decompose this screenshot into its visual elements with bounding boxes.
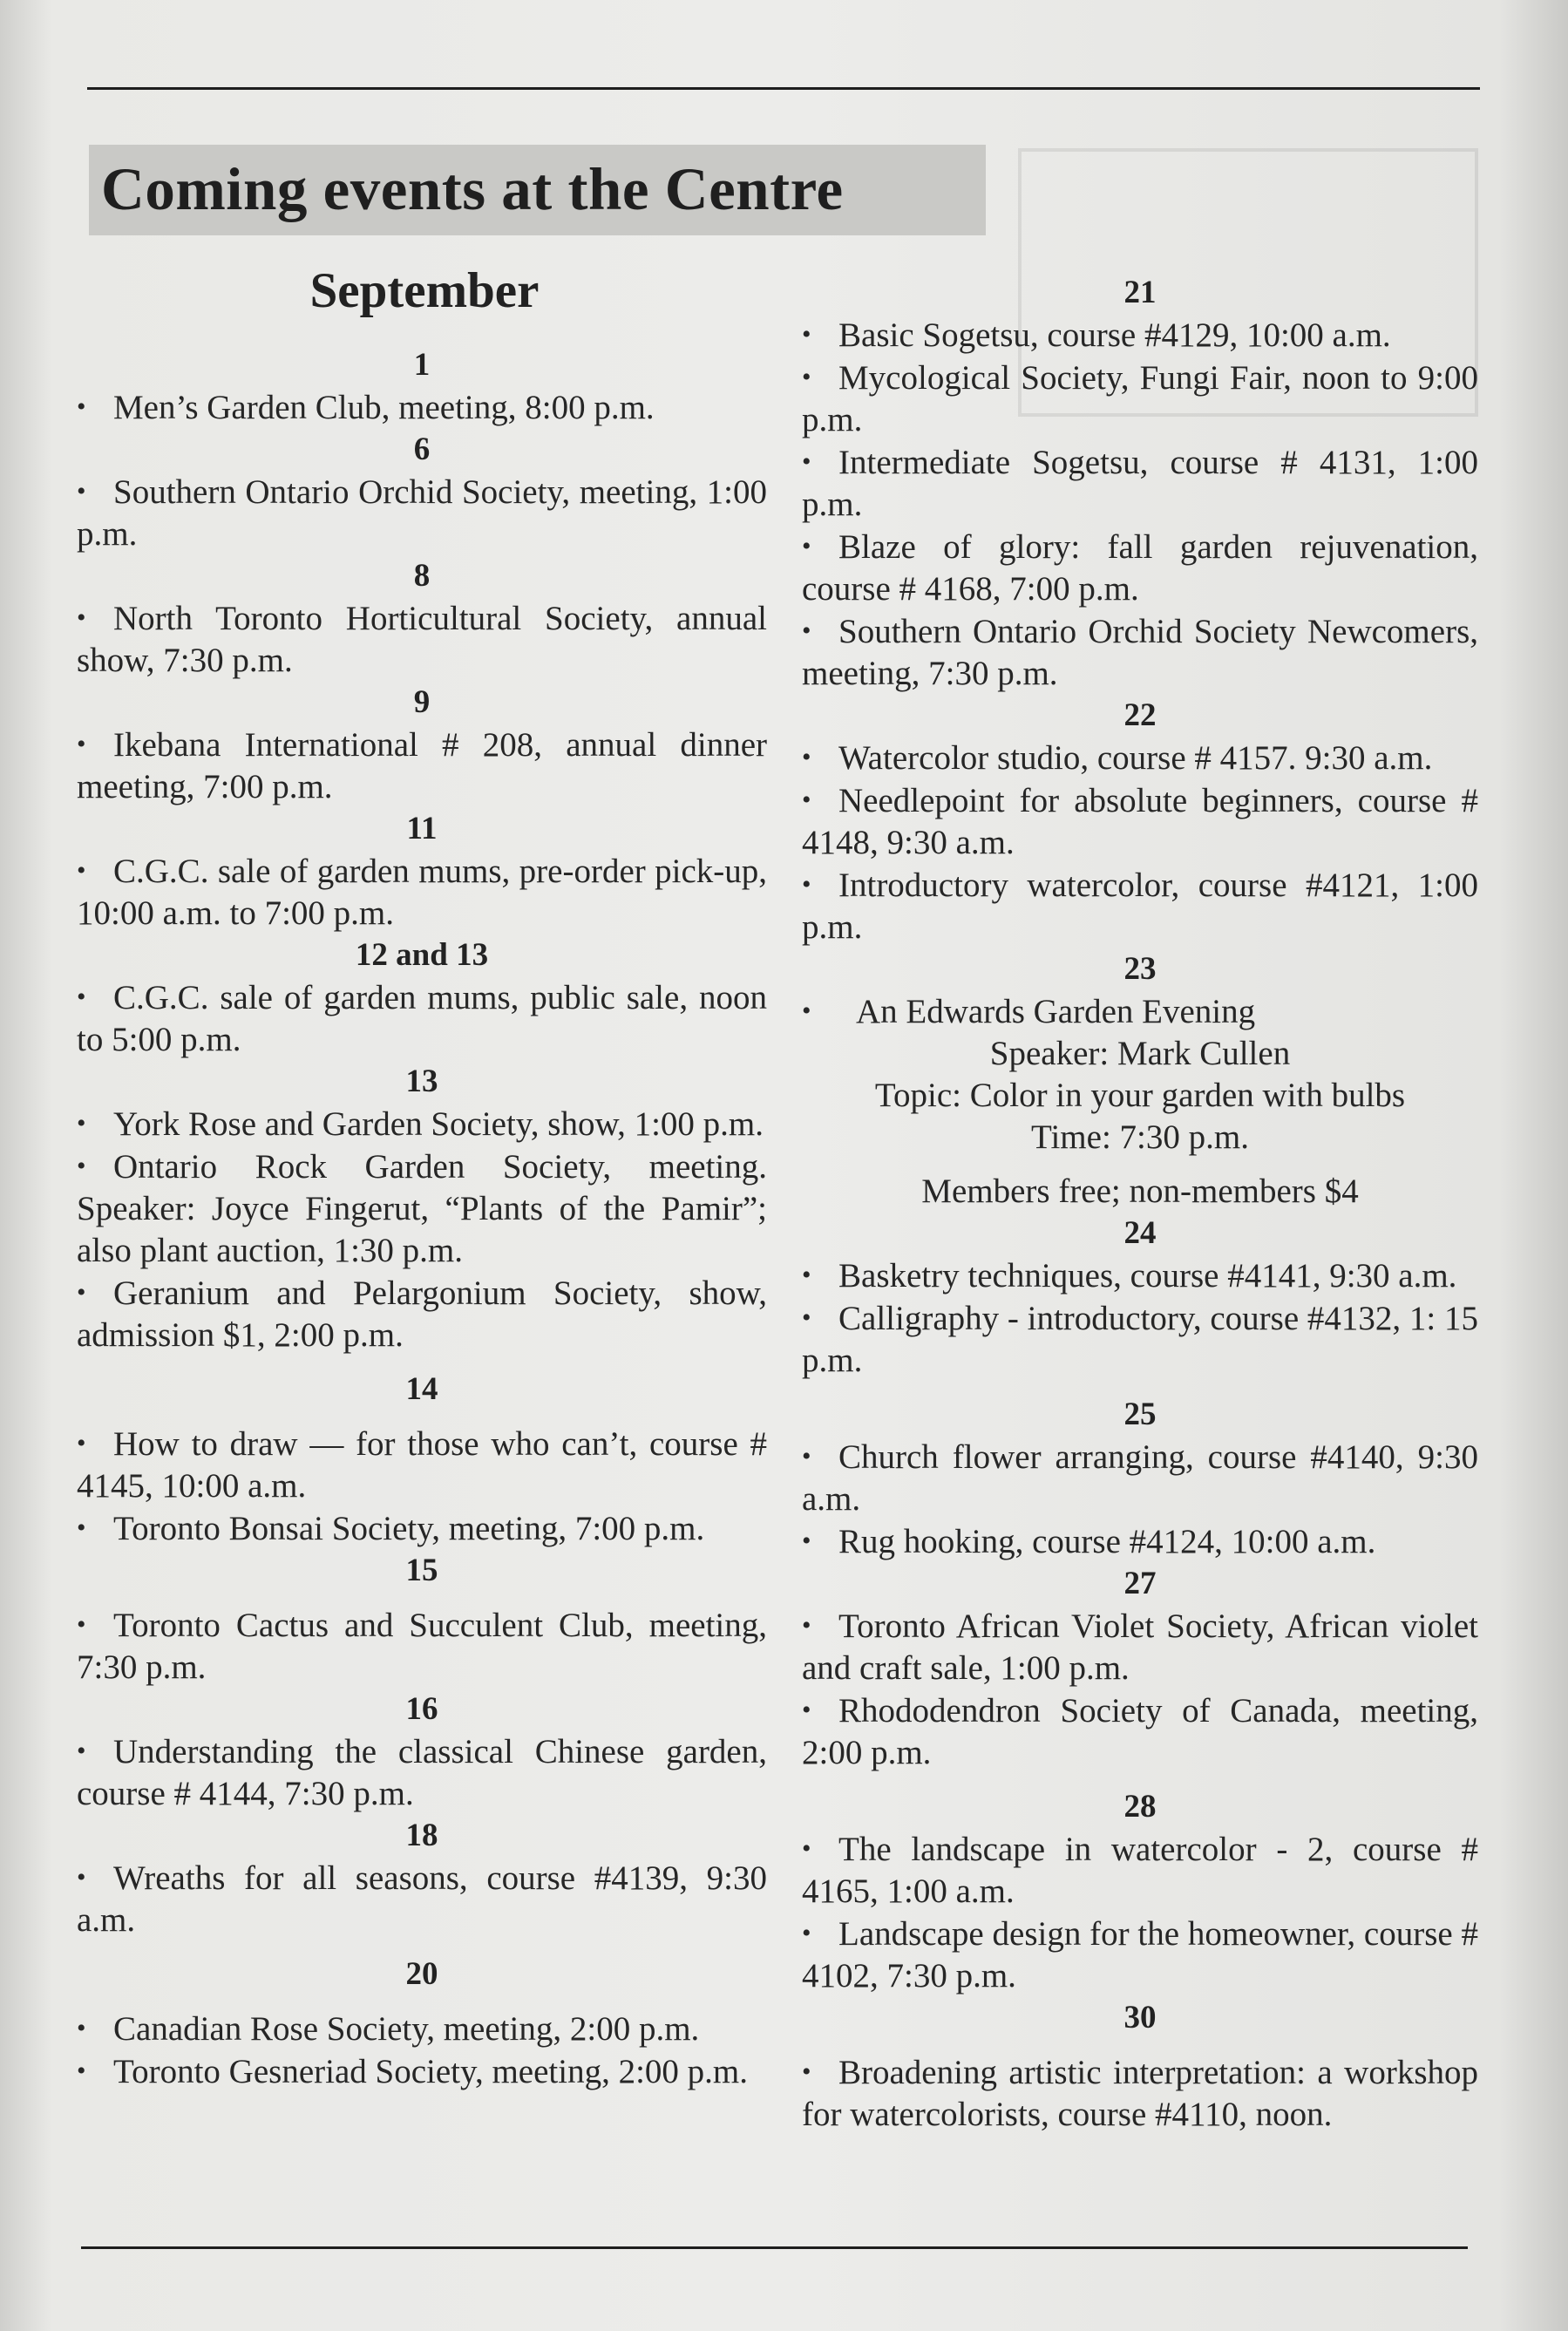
event-entry (802, 314, 1478, 357)
event-entry (77, 1423, 767, 1507)
bullet-icon: • (77, 392, 86, 421)
bullet-icon: • (77, 2056, 86, 2085)
event-text: Toronto Bonsai Society, meeting, 7:00 p.m. (113, 1510, 705, 1547)
event-text: Ontario Rock Garden Society, meeting. Speaker: Joyce Fingerut, “Plants of the Pamir”; also plant auction, 1:30 p.m. (77, 1148, 767, 1269)
event-text: Blaze of glory: fall garden rejuvenation, course # 4168, 7:00 p.m. (802, 528, 1478, 608)
event-entry (802, 864, 1478, 948)
day-heading: 14 (405, 1371, 438, 1407)
event-text: Basketry techniques, course #4141, 9:30 a.m. (838, 1257, 1457, 1295)
day-heading: 15 (405, 1553, 438, 1588)
event-text: York Rose and Garden Society, show, 1:00 p.m. (113, 1105, 764, 1143)
bullet-icon: • (77, 1109, 86, 1138)
bullet-icon: • (77, 1513, 86, 1542)
bullet-icon: • (802, 616, 811, 645)
bullet-icon: • (77, 1863, 86, 1892)
event-text: Rug hooking, course #4124, 10:00 a.m. (838, 1523, 1376, 1560)
event-entry (77, 976, 767, 1061)
event-text: North Toronto Horticultural Society, annual show, 7:30 p.m. (77, 600, 767, 679)
event-text: Introductory watercolor, course #4121, 1:00 p.m. (802, 866, 1478, 946)
event-entry (77, 2050, 767, 2093)
event-text: C.G.C. sale of garden mums, pre-order pick-up, 10:00 a.m. to 7:00 p.m. (77, 853, 767, 932)
bullet-icon: • (77, 856, 86, 885)
event-entry (802, 1828, 1478, 1913)
bullet-icon: • (802, 1696, 811, 1724)
bullet-icon: • (802, 1526, 811, 1555)
event-entry (802, 1520, 1478, 1563)
event-entry (77, 850, 767, 934)
event-entry (77, 1604, 767, 1689)
event-text: Intermediate Sogetsu, course # 4131, 1:00 p.m. (802, 444, 1478, 523)
event-entry (77, 1272, 767, 1356)
day-heading: 28 (1123, 1789, 1157, 1825)
top-rule (87, 87, 1480, 90)
left-column (77, 344, 767, 2093)
bullet-icon: • (802, 870, 811, 899)
bullet-icon: • (802, 2057, 811, 2086)
event-text: Men’s Garden Club, meeting, 8:00 p.m. (113, 389, 655, 426)
day-heading: 21 (1123, 275, 1157, 310)
day-heading: 23 (1123, 951, 1157, 987)
day-heading: 11 (406, 811, 438, 846)
event-detail: Topic: Color in your garden with bulbs (874, 1077, 1406, 1114)
bullet-icon: • (77, 477, 86, 506)
event-entry (802, 441, 1478, 526)
bullet-icon: • (802, 363, 811, 391)
bullet-icon: • (802, 1442, 811, 1471)
event-text: Canadian Rose Society, meeting, 2:00 p.m. (113, 2010, 700, 2048)
day-heading: 27 (1123, 1566, 1157, 1601)
event-entry (802, 526, 1478, 610)
bullet-icon: • (802, 996, 811, 1025)
event-text: An Edwards Garden Evening (856, 993, 1256, 1030)
event-entry (802, 1913, 1478, 1997)
event-text: Watercolor studio, course # 4157. 9:30 a.m. (838, 739, 1433, 777)
day-heading: 20 (405, 1956, 438, 1992)
event-entry (77, 2008, 767, 2050)
event-entry (802, 779, 1478, 864)
day-heading: 9 (413, 684, 431, 720)
event-text: Southern Ontario Orchid Society Newcomers, meeting, 7:30 p.m. (802, 613, 1478, 692)
event-text: Rhododendron Society of Canada, meeting, 2:00 p.m. (802, 1692, 1478, 1771)
day-heading: 16 (405, 1691, 438, 1727)
event-entry (77, 1145, 767, 1272)
bottom-rule (81, 2246, 1468, 2249)
event-entry (802, 1689, 1478, 1774)
event-text: Understanding the classical Chinese garden, course # 4144, 7:30 p.m. (77, 1733, 767, 1812)
event-entry (77, 1103, 767, 1145)
bullet-icon: • (802, 785, 811, 814)
event-entry (77, 597, 767, 682)
event-text: Basic Sogetsu, course #4129, 10:00 a.m. (838, 316, 1391, 354)
bullet-icon: • (802, 320, 811, 349)
event-detail: Speaker: Mark Cullen (989, 1035, 1291, 1072)
bullet-icon: • (802, 447, 811, 476)
event-text: Toronto Gesneriad Society, meeting, 2:00 p.m. (113, 2053, 749, 2090)
event-text: How to draw — for those who can’t, course # 4145, 10:00 a.m. (77, 1425, 767, 1505)
event-entry (802, 2051, 1478, 2136)
event-text: Needlepoint for absolute beginners, course # 4148, 9:30 a.m. (802, 782, 1478, 861)
page-title: Coming events at the Centre (101, 156, 844, 222)
bullet-icon: • (802, 1303, 811, 1332)
bullet-icon: • (77, 730, 86, 758)
event-text: Church flower arranging, course #4140, 9:30 a.m. (802, 1438, 1478, 1518)
event-entry (77, 1857, 767, 1941)
bullet-icon: • (77, 982, 86, 1011)
bullet-icon: • (77, 1736, 86, 1765)
day-heading: 18 (405, 1818, 438, 1853)
event-text: Southern Ontario Orchid Society, meeting, 1:00 p.m. (77, 473, 767, 553)
event-detail: Time: 7:30 p.m. (1031, 1118, 1249, 1156)
day-heading: 13 (405, 1064, 438, 1099)
bullet-icon: • (77, 2014, 86, 2042)
event-text: Calligraphy - introductory, course #4132, 1: 15 p.m. (802, 1300, 1478, 1379)
right-column (802, 272, 1478, 2136)
event-detail: Members free; non-members $4 (921, 1172, 1359, 1210)
bullet-icon: • (802, 1261, 811, 1289)
bullet-icon: • (77, 1610, 86, 1639)
bullet-icon: • (802, 1834, 811, 1863)
event-text: Landscape design for the homeowner, course # 4102, 7:30 p.m. (802, 1915, 1478, 1995)
event-entry (77, 386, 767, 429)
day-heading: 22 (1123, 697, 1157, 733)
event-entry (802, 1436, 1478, 1520)
bullet-icon: • (77, 1278, 86, 1307)
event-text: Mycological Society, Fungi Fair, noon to 9:00 p.m. (802, 359, 1478, 438)
bullet-icon: • (802, 1919, 811, 1947)
day-heading: 24 (1123, 1215, 1157, 1251)
event-text: Ikebana International # 208, annual dinner meeting, 7:00 p.m. (77, 726, 767, 805)
bullet-icon: • (77, 603, 86, 632)
bullet-icon: • (802, 743, 811, 771)
event-entry (802, 1605, 1478, 1689)
event-entry (802, 1297, 1478, 1382)
event-text: Broadening artistic interpretation: a workshop for watercolorists, course #4110, noon. (802, 2054, 1478, 2133)
event-entry (802, 990, 1478, 1033)
event-entry (802, 1254, 1478, 1297)
event-text: C.G.C. sale of garden mums, public sale, noon to 5:00 p.m. (77, 979, 767, 1058)
event-entry (802, 737, 1478, 779)
event-entry (77, 1507, 767, 1550)
day-heading: 1 (413, 347, 431, 383)
event-text: Toronto Cactus and Succulent Club, meeting, 7:30 p.m. (77, 1607, 767, 1686)
day-heading: 25 (1123, 1397, 1157, 1432)
event-entry (77, 1730, 767, 1815)
event-entry (77, 471, 767, 555)
day-heading: 6 (413, 432, 431, 467)
event-entry (77, 724, 767, 808)
bullet-icon: • (802, 1611, 811, 1640)
bullet-icon: • (77, 1429, 86, 1458)
event-text: Wreaths for all seasons, course #4139, 9:30 a.m. (77, 1859, 767, 1939)
month-heading: September (309, 263, 540, 318)
event-entry (802, 610, 1478, 695)
day-heading: 30 (1123, 2000, 1157, 2035)
day-heading: 8 (413, 558, 431, 594)
event-text: Geranium and Pelargonium Society, show, admission $1, 2:00 p.m. (77, 1274, 767, 1354)
bullet-icon: • (802, 532, 811, 561)
event-text: Toronto African Violet Society, African violet and craft sale, 1:00 p.m. (802, 1607, 1478, 1687)
day-heading: 12 and 13 (355, 937, 489, 973)
event-text: The landscape in watercolor - 2, course # 4165, 1:00 a.m. (802, 1831, 1478, 1910)
bullet-icon: • (77, 1152, 86, 1180)
event-entry (802, 357, 1478, 441)
